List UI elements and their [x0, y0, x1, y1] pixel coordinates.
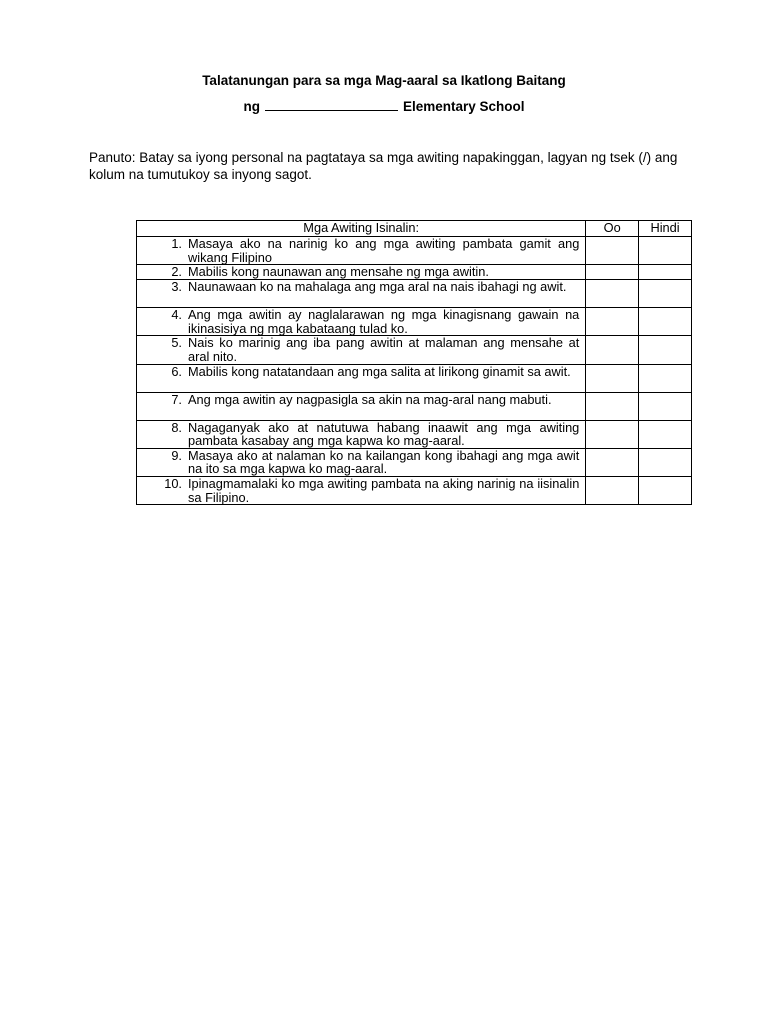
question-number: 6. — [171, 363, 182, 379]
yes-checkbox-cell[interactable] — [586, 476, 639, 504]
question-number: 1. — [171, 236, 182, 251]
question-text: Ang mga awitin ay naglalarawan ng mga kinagisnang gawain na ikinasisiya ng mga kabataang tulad ko. — [188, 307, 580, 336]
question-cell — [137, 392, 586, 420]
survey-table — [136, 220, 692, 505]
yes-checkbox-cell[interactable] — [586, 364, 639, 392]
document-title: Talatanungan para sa mga Mag-aaral sa Ikatlong Baitang — [202, 73, 566, 88]
yes-checkbox-cell[interactable] — [586, 237, 639, 265]
question-number: 2. — [171, 264, 182, 280]
yes-checkbox-cell[interactable] — [586, 420, 639, 448]
subtitle-suffix: Elementary School — [402, 99, 525, 114]
table-row — [137, 420, 692, 448]
no-checkbox-cell[interactable] — [639, 476, 692, 504]
question-cell — [137, 364, 586, 392]
question-number: 8. — [171, 419, 182, 435]
table-row — [137, 476, 692, 504]
yes-checkbox-cell[interactable] — [586, 280, 639, 308]
question-cell — [137, 280, 586, 308]
yes-checkbox-cell[interactable] — [586, 448, 639, 476]
question-number: 10. — [164, 475, 182, 491]
question-cell — [137, 265, 586, 280]
question-cell — [137, 448, 586, 476]
header-yes: Oo — [586, 221, 639, 237]
yes-checkbox-cell[interactable] — [586, 336, 639, 364]
document-subtitle — [0, 97, 768, 116]
table-row — [137, 237, 692, 265]
question-number: 3. — [171, 279, 182, 295]
question-cell — [137, 308, 586, 336]
question-number: 4. — [171, 307, 182, 323]
question-text: Ang mga awitin ay nagpasigla sa akin na mag-aral nang mabuti. — [188, 391, 552, 407]
subtitle-prefix: ng — [243, 99, 260, 114]
question-number: 5. — [171, 335, 182, 351]
no-checkbox-cell[interactable] — [639, 280, 692, 308]
table-row — [137, 308, 692, 336]
question-text: Nagaganyak ako at natutuwa habang inaawit ang mga awiting pambata kasabay ang mga kapwa ko mag-aaral. — [188, 419, 580, 449]
question-text: Masaya ako at nalaman ko na kailangan kong ibahagi ang mga awit na ito sa mga kapwa ko mag-aaral. — [188, 447, 580, 477]
header-question: Mga Awiting Isinalin: — [137, 221, 586, 237]
yes-checkbox-cell[interactable] — [586, 392, 639, 420]
no-checkbox-cell[interactable] — [639, 364, 692, 392]
header-no: Hindi — [639, 221, 692, 237]
no-checkbox-cell[interactable] — [639, 392, 692, 420]
question-cell — [137, 237, 586, 265]
table-row — [137, 336, 692, 364]
no-checkbox-cell[interactable] — [639, 420, 692, 448]
question-cell — [137, 336, 586, 364]
table-row — [137, 364, 692, 392]
table-row — [137, 280, 692, 308]
school-name-blank — [265, 97, 398, 111]
question-cell — [137, 420, 586, 448]
yes-checkbox-cell[interactable] — [586, 265, 639, 280]
question-text: Masaya ako na narinig ko ang mga awiting pambata gamit ang wikang Filipino — [188, 236, 580, 265]
question-cell — [137, 476, 586, 504]
no-checkbox-cell[interactable] — [639, 265, 692, 280]
table-header-row — [137, 221, 692, 237]
table-row — [137, 265, 692, 280]
question-text: Ipinagmamalaki ko mga awiting pambata na aking narinig na iisinalin sa Filipino. — [188, 475, 580, 505]
no-checkbox-cell[interactable] — [639, 237, 692, 265]
table-row — [137, 392, 692, 420]
yes-checkbox-cell[interactable] — [586, 308, 639, 336]
instructions-text: Panuto: Batay sa iyong personal na pagtataya sa mga awiting napakinggan, lagyan ng tsek (/) ang kolum na tumutukoy sa inyong sagot. — [89, 150, 678, 182]
question-text: Mabilis kong naunawan ang mensahe ng mga awitin. — [188, 264, 489, 280]
table-row — [137, 448, 692, 476]
no-checkbox-cell[interactable] — [639, 308, 692, 336]
question-number: 7. — [171, 391, 182, 407]
question-number: 9. — [171, 447, 182, 463]
question-text: Mabilis kong natatandaan ang mga salita at lirikong ginamit sa awit. — [188, 363, 571, 379]
no-checkbox-cell[interactable] — [639, 336, 692, 364]
question-text: Nais ko marinig ang iba pang awitin at malaman ang mensahe at aral nito. — [188, 335, 580, 364]
question-text: Naunawaan ko na mahalaga ang mga aral na nais ibahagi ng awit. — [188, 279, 567, 295]
no-checkbox-cell[interactable] — [639, 448, 692, 476]
